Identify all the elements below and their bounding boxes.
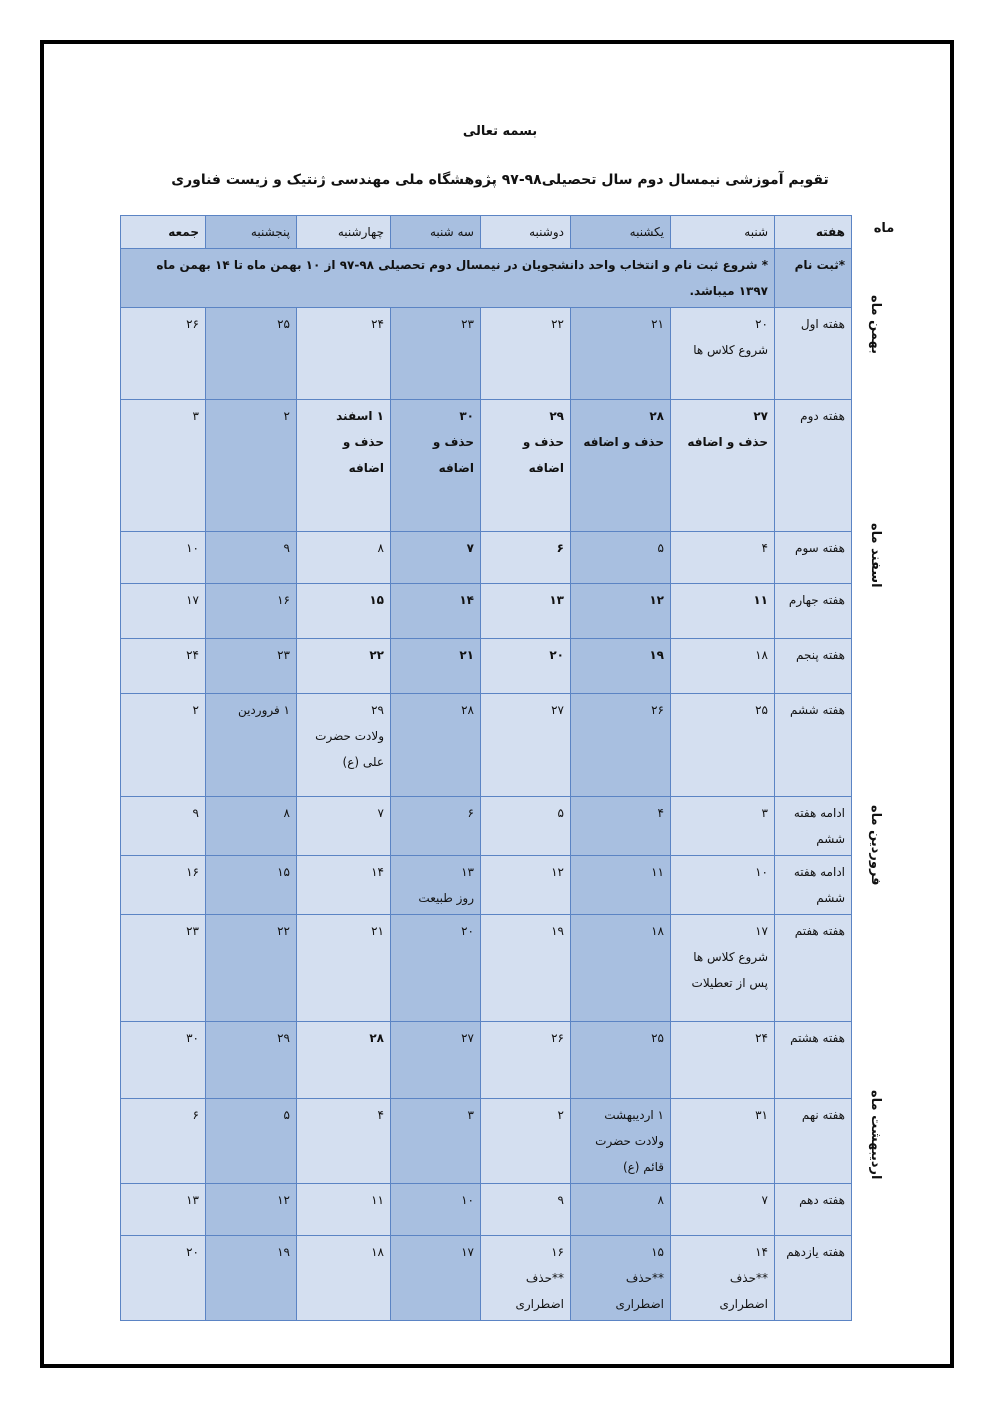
day-note: ولادت حضرت xyxy=(595,1134,664,1148)
day-cell xyxy=(297,1099,391,1184)
day-number: ۲۵ xyxy=(651,1031,664,1045)
day-number: ۶ xyxy=(467,806,474,820)
day-cell xyxy=(121,532,206,584)
col-monday: دوشنبه xyxy=(481,216,571,249)
day-number: ۱۷ xyxy=(186,593,199,607)
day-cell xyxy=(571,1236,671,1321)
day-cell xyxy=(206,584,297,639)
note-label: *ثبت نام xyxy=(775,249,852,308)
day-note: ولادت حضرت xyxy=(315,729,384,743)
day-cell xyxy=(121,1022,206,1099)
day-number: ۱۲ xyxy=(551,865,564,879)
day-number: ۲۰ xyxy=(549,648,564,662)
day-number: ۳۰ xyxy=(459,409,474,423)
week-row xyxy=(121,400,852,532)
day-number: ۱۸ xyxy=(371,1245,384,1259)
day-number: ۳ xyxy=(761,806,768,820)
day-cell xyxy=(571,797,671,856)
day-cell xyxy=(297,856,391,915)
day-cell xyxy=(121,639,206,694)
day-cell xyxy=(206,1022,297,1099)
day-cell xyxy=(481,1184,571,1236)
day-cell xyxy=(297,1184,391,1236)
day-cell xyxy=(671,308,775,400)
day-cell xyxy=(121,1099,206,1184)
day-number: ۲۳ xyxy=(186,924,199,938)
day-cell xyxy=(391,584,481,639)
day-cell xyxy=(206,915,297,1022)
page-title: تقویم آموزشی نیمسال دوم سال تحصیلی۹۸-۹۷ پژوهشگاه ملی مهندسی ژنتیک و زیست فناوری xyxy=(171,172,829,188)
day-cell xyxy=(121,797,206,856)
day-number: ۲۱ xyxy=(371,924,384,938)
day-cell xyxy=(297,532,391,584)
day-cell xyxy=(206,694,297,797)
day-cell xyxy=(297,797,391,856)
day-cell xyxy=(391,797,481,856)
day-number: ۱۹ xyxy=(649,648,664,662)
day-cell xyxy=(297,400,391,532)
week-row xyxy=(121,797,852,856)
week-row xyxy=(121,1184,852,1236)
day-cell xyxy=(297,584,391,639)
day-number: ۱۰ xyxy=(755,865,768,879)
day-number: ۲۴ xyxy=(371,317,384,331)
day-number: ۲۱ xyxy=(459,648,474,662)
day-number: ۱۹ xyxy=(277,1245,290,1259)
day-number: ۱۳ xyxy=(461,865,474,879)
col-sunday: یکشنبه xyxy=(571,216,671,249)
day-cell xyxy=(121,1184,206,1236)
week-row xyxy=(121,915,852,1022)
day-number: ۲۰ xyxy=(461,924,474,938)
month-label-farvardin: فروردین ماه xyxy=(868,804,883,886)
day-cell xyxy=(121,915,206,1022)
day-number: ۹ xyxy=(557,1193,564,1207)
day-cell xyxy=(671,1099,775,1184)
day-cell xyxy=(571,400,671,532)
day-number: ۱۶ xyxy=(551,1245,564,1259)
week-label: هفته دهم xyxy=(775,1184,852,1236)
week-row xyxy=(121,1099,852,1184)
day-cell xyxy=(481,308,571,400)
day-cell xyxy=(121,308,206,400)
day-number: ۲۰ xyxy=(186,1245,199,1259)
day-number: ۲۵ xyxy=(755,703,768,717)
col-friday: جمعه xyxy=(121,216,206,249)
day-number: ۲ xyxy=(283,409,290,423)
day-cell xyxy=(481,856,571,915)
month-column-header: ماه xyxy=(873,221,895,236)
day-number: ۱۱ xyxy=(371,1193,384,1207)
day-number: ۱۴ xyxy=(755,1245,768,1259)
day-note: حذف و اضافه xyxy=(687,435,768,449)
day-number: ۱۶ xyxy=(277,593,290,607)
week-label: هفته دوم xyxy=(775,400,852,532)
day-cell xyxy=(481,797,571,856)
day-cell xyxy=(671,532,775,584)
day-cell xyxy=(297,1022,391,1099)
day-number: ۸ xyxy=(377,541,384,555)
day-cell xyxy=(121,584,206,639)
day-number: ۲۲ xyxy=(551,317,564,331)
day-number: ۱۲ xyxy=(649,593,664,607)
col-saturday: شنبه xyxy=(671,216,775,249)
day-number: ۷ xyxy=(377,806,384,820)
day-note: اضافه xyxy=(348,461,384,475)
day-note: اضطراری xyxy=(719,1297,768,1311)
day-number: ۱۳ xyxy=(186,1193,199,1207)
day-number: ۱۷ xyxy=(461,1245,474,1259)
day-note: اضافه xyxy=(528,461,564,475)
day-number: ۱۸ xyxy=(755,648,768,662)
day-number: ۱۰ xyxy=(461,1193,474,1207)
day-cell xyxy=(121,856,206,915)
day-number: ۲۲ xyxy=(369,648,384,662)
day-cell xyxy=(481,1099,571,1184)
day-cell xyxy=(121,694,206,797)
day-number: ۹ xyxy=(283,541,290,555)
day-number: ۱۶ xyxy=(186,865,199,879)
day-number: ۴ xyxy=(761,541,768,555)
note-text: * شروع ثبت نام و انتخاب واحد دانشجویان در نیمسال دوم تحصیلی ۹۸-۹۷ از ۱۰ بهمن ماه تا ۱۴ بهمن ماه ۱۳۹۷ میباشد. xyxy=(121,249,775,308)
day-number: ۱۵ xyxy=(369,593,384,607)
day-number: ۶ xyxy=(192,1108,199,1122)
day-number: ۶ xyxy=(556,541,564,555)
day-number: ۸ xyxy=(657,1193,664,1207)
day-cell xyxy=(206,856,297,915)
day-cell xyxy=(121,400,206,532)
day-note: قائم (ع) xyxy=(622,1160,664,1174)
day-cell xyxy=(297,639,391,694)
month-label-ordibehesht: اردیبهشت ماه xyxy=(868,1090,883,1180)
registration-note-row xyxy=(121,249,852,308)
day-cell xyxy=(391,915,481,1022)
day-number: ۱۹ xyxy=(551,924,564,938)
week-label: هفته نهم xyxy=(775,1099,852,1184)
day-cell xyxy=(671,584,775,639)
day-cell xyxy=(391,856,481,915)
day-number: ۲۳ xyxy=(461,317,474,331)
day-cell xyxy=(206,1099,297,1184)
day-number: ۲۰ xyxy=(755,317,768,331)
day-cell xyxy=(671,915,775,1022)
day-number: ۲۸ xyxy=(649,409,664,423)
day-cell xyxy=(206,532,297,584)
week-row xyxy=(121,584,852,639)
day-cell xyxy=(481,1022,571,1099)
day-number: ۱۴ xyxy=(371,865,384,879)
day-cell xyxy=(671,1236,775,1321)
day-note: شروع کلاس ها xyxy=(693,950,768,964)
day-number: ۵ xyxy=(283,1108,290,1122)
day-number: ۲۸ xyxy=(461,703,474,717)
day-number: ۷ xyxy=(466,541,474,555)
day-number: ۲۸ xyxy=(369,1031,384,1045)
week-label: هفته پنجم xyxy=(775,639,852,694)
header-row xyxy=(121,216,852,249)
day-cell xyxy=(571,694,671,797)
day-cell xyxy=(206,639,297,694)
day-number: ۱۵ xyxy=(277,865,290,879)
day-number: ۲۶ xyxy=(186,317,199,331)
day-cell xyxy=(671,639,775,694)
day-note: حذف و xyxy=(522,435,564,449)
day-cell xyxy=(571,639,671,694)
col-wednesday: چهارشنبه xyxy=(297,216,391,249)
day-number: ۳ xyxy=(467,1108,474,1122)
day-cell xyxy=(391,308,481,400)
day-cell xyxy=(206,1184,297,1236)
day-cell xyxy=(671,1184,775,1236)
day-note: پس از تعطیلات xyxy=(691,976,768,990)
day-note: اضافه xyxy=(438,461,474,475)
day-cell xyxy=(671,400,775,532)
day-number: ۱۲ xyxy=(277,1193,290,1207)
day-cell xyxy=(571,1022,671,1099)
week-row xyxy=(121,1022,852,1099)
day-cell xyxy=(297,694,391,797)
day-cell xyxy=(206,1236,297,1321)
day-cell xyxy=(671,856,775,915)
col-thursday: پنجشنبه xyxy=(206,216,297,249)
day-number: ۲ xyxy=(192,703,199,717)
day-cell xyxy=(297,915,391,1022)
month-label-bahman: بهمن ماه xyxy=(868,295,883,355)
day-number: ۹ xyxy=(192,806,199,820)
day-cell xyxy=(297,1236,391,1321)
day-cell xyxy=(391,639,481,694)
week-label: هفته یازدهم xyxy=(775,1236,852,1321)
day-number: ۵ xyxy=(557,806,564,820)
day-cell xyxy=(481,915,571,1022)
day-cell xyxy=(481,1236,571,1321)
day-cell xyxy=(121,1236,206,1321)
day-number: ۸ xyxy=(283,806,290,820)
day-note: حذف و xyxy=(342,435,384,449)
week-row xyxy=(121,694,852,797)
day-cell xyxy=(391,1184,481,1236)
day-number: ۱۴ xyxy=(459,593,474,607)
day-cell xyxy=(391,1099,481,1184)
day-cell xyxy=(391,400,481,532)
day-number: ۲ xyxy=(557,1108,564,1122)
day-cell xyxy=(391,694,481,797)
page-heading: بسمه تعالی xyxy=(462,124,538,139)
day-cell xyxy=(481,400,571,532)
day-cell xyxy=(391,1022,481,1099)
day-note: حذف و اضافه xyxy=(583,435,664,449)
day-number: ۱۵ xyxy=(651,1245,664,1259)
day-number: ۱۱ xyxy=(753,593,768,607)
col-week: هفته xyxy=(775,216,852,249)
day-number: ۲۳ xyxy=(277,648,290,662)
day-note: **حذف xyxy=(625,1271,664,1285)
day-cell xyxy=(571,856,671,915)
week-label: ادامه هفته ششم xyxy=(775,856,852,915)
day-number: ۲۲ xyxy=(277,924,290,938)
day-cell xyxy=(297,308,391,400)
week-label: هفته هشتم xyxy=(775,1022,852,1099)
day-number: ۱۳ xyxy=(549,593,564,607)
week-label: ادامه هفته ششم xyxy=(775,797,852,856)
month-label-esfand: اسفند ماه xyxy=(868,522,883,588)
day-number: ۱۰ xyxy=(186,541,199,555)
day-note: حذف و xyxy=(432,435,474,449)
day-number: ۲۱ xyxy=(651,317,664,331)
calendar-table xyxy=(120,215,852,1321)
day-cell xyxy=(206,308,297,400)
week-label: هفته سوم xyxy=(775,532,852,584)
day-cell xyxy=(571,532,671,584)
week-label: هفته هفتم xyxy=(775,915,852,1022)
day-number: ۲۴ xyxy=(755,1031,768,1045)
day-cell xyxy=(391,1236,481,1321)
week-row xyxy=(121,639,852,694)
day-cell xyxy=(671,694,775,797)
day-cell xyxy=(206,400,297,532)
day-cell xyxy=(671,797,775,856)
day-cell xyxy=(481,584,571,639)
day-number: ۲۷ xyxy=(551,703,564,717)
day-cell xyxy=(671,1022,775,1099)
week-label: هفته جهارم xyxy=(775,584,852,639)
day-note: **حذف xyxy=(525,1271,564,1285)
day-number: ۲۷ xyxy=(461,1031,474,1045)
day-cell xyxy=(571,584,671,639)
day-cell xyxy=(571,915,671,1022)
day-number: ۲۷ xyxy=(753,409,768,423)
day-number: ۲۵ xyxy=(277,317,290,331)
day-note: روز طبیعت xyxy=(418,891,474,905)
week-label: هفته ششم xyxy=(775,694,852,797)
day-number: ۲۹ xyxy=(371,703,384,717)
day-cell xyxy=(571,308,671,400)
day-number: ۳ xyxy=(192,409,199,423)
day-cell xyxy=(206,797,297,856)
day-number: ۲۹ xyxy=(549,409,564,423)
day-note: اضطراری xyxy=(615,1297,664,1311)
day-number: ۴ xyxy=(377,1108,384,1122)
day-number: ۱۸ xyxy=(651,924,664,938)
day-number: ۲۶ xyxy=(651,703,664,717)
day-number: ۲۶ xyxy=(551,1031,564,1045)
week-row xyxy=(121,308,852,400)
day-number: ۱۷ xyxy=(755,924,768,938)
week-row xyxy=(121,532,852,584)
day-note: **حذف xyxy=(729,1271,768,1285)
week-row xyxy=(121,1236,852,1321)
col-tuesday: سه شنبه xyxy=(391,216,481,249)
day-note: اضطراری xyxy=(515,1297,564,1311)
day-number: ۵ xyxy=(657,541,664,555)
day-number: ۱ اردیبهشت xyxy=(604,1108,664,1122)
day-number: ۳۱ xyxy=(755,1108,768,1122)
day-note: علی (ع) xyxy=(342,755,384,769)
day-cell xyxy=(481,639,571,694)
day-number: ۱ اسفند xyxy=(336,409,384,423)
day-number: ۱ فروردین xyxy=(237,703,290,717)
day-number: ۱۱ xyxy=(651,865,664,879)
week-row xyxy=(121,856,852,915)
day-cell xyxy=(571,1099,671,1184)
day-cell xyxy=(391,532,481,584)
day-number: ۷ xyxy=(761,1193,768,1207)
day-number: ۲۹ xyxy=(277,1031,290,1045)
day-cell xyxy=(481,532,571,584)
day-cell xyxy=(481,694,571,797)
day-cell xyxy=(571,1184,671,1236)
day-number: ۳۰ xyxy=(186,1031,199,1045)
day-number: ۴ xyxy=(657,806,664,820)
day-note: شروع کلاس ها xyxy=(693,343,768,357)
week-label: هفته اول xyxy=(775,308,852,400)
day-number: ۲۴ xyxy=(186,648,199,662)
